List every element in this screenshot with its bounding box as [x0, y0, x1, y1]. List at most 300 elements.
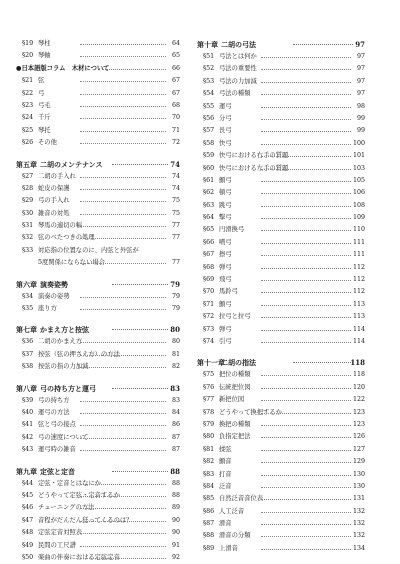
toc-entry [16, 125, 180, 137]
toc-entry [16, 63, 180, 75]
toc-entry [197, 212, 365, 224]
section-number: §77 [203, 396, 215, 404]
chapter-title: 定弦と定音 [40, 466, 75, 476]
toc-entry [16, 552, 180, 564]
section-title: 弾弓 [219, 325, 232, 333]
section-title: 顫音 [219, 458, 232, 466]
section-title: 快弓における左手の質題 [219, 164, 289, 172]
dot-leader [80, 238, 166, 239]
section-title: 擦弓 [219, 251, 232, 259]
section-title: 弓法の種類 [219, 90, 251, 98]
page-number: 127 [352, 445, 365, 453]
dot-leader [261, 499, 351, 500]
section-title: チューニングの方法 [38, 504, 95, 512]
section-number: §20 [22, 52, 34, 60]
toc-entry [16, 336, 180, 348]
toc-entry [16, 349, 180, 361]
section-title: 千斤 [38, 114, 51, 122]
page-number: 130 [352, 470, 365, 478]
section-title: 按弦（弦の押さえ方）の方法 [38, 350, 120, 358]
dot-leader [80, 450, 166, 451]
page-number: 70 [171, 114, 180, 122]
section-title: 弓の持ち方 [38, 396, 70, 404]
dot-leader [80, 177, 166, 178]
section-title: 顫弓 [219, 300, 232, 308]
toc-entry [197, 237, 365, 249]
toc-entry [197, 125, 365, 137]
dot-leader [261, 487, 351, 488]
page-number: 112 [352, 263, 365, 271]
dot-leader [261, 169, 351, 170]
section-title: 弓の手入れ [38, 197, 70, 205]
section-number: §87 [203, 520, 215, 528]
section-number: §68 [203, 263, 215, 271]
dot-leader [261, 119, 351, 120]
dot-leader [80, 508, 166, 509]
section-number: §32 [22, 234, 34, 242]
toc-chapter-heading [197, 38, 365, 51]
section-title: 撃弓 [219, 214, 232, 222]
page-number: 92 [171, 553, 180, 561]
dot-leader [261, 131, 351, 132]
page-number: 132 [352, 532, 365, 540]
section-title: 換把の種類 [219, 420, 251, 428]
section-number: §71 [203, 300, 215, 308]
toc-entry [16, 112, 180, 124]
section-title: 弾弓 [219, 263, 232, 271]
section-title: どうやって換把するか [219, 408, 282, 416]
toc-entry [197, 324, 365, 336]
toc-entry [197, 187, 365, 199]
page-number: 123 [352, 408, 365, 416]
page-number: 68 [171, 101, 180, 109]
dot-leader [80, 56, 166, 57]
page-number: 83 [170, 383, 180, 393]
section-number: §28 [22, 184, 34, 192]
section-title: 琴柱 [38, 40, 51, 47]
section-title: 弓毛 [38, 101, 51, 109]
toc-entry [197, 456, 365, 468]
section-title: 弓の速度について [38, 433, 89, 441]
chapter-title: 演奏姿勢 [40, 279, 68, 289]
section-number: §66 [203, 238, 215, 246]
page-number: 103 [352, 164, 365, 172]
section-title: 打音 [219, 470, 232, 478]
dot-leader [261, 193, 351, 194]
section-title: 噴弓 [219, 238, 232, 246]
page-number: 67 [171, 77, 180, 85]
dot-leader [261, 536, 351, 537]
section-number: §84 [203, 482, 215, 490]
dot-leader [261, 342, 351, 343]
toc-entry [197, 518, 365, 530]
chapter-title: 弓の持ち方と運弓 [40, 383, 96, 393]
page-number: 118 [352, 371, 365, 379]
toc-entry [16, 208, 180, 220]
section-number: §48 [22, 529, 34, 537]
section-number: §88 [203, 532, 215, 540]
section-number: §45 [22, 491, 34, 499]
section-title: 上滑音 [219, 544, 238, 552]
dot-leader [261, 206, 351, 207]
section-title: 弦のべたつきの処理 [38, 234, 95, 242]
section-number: §42 [22, 433, 34, 441]
section-number: §44 [22, 479, 34, 487]
page-number: 81 [171, 350, 180, 358]
toc-entry [16, 171, 180, 183]
dot-leader [80, 143, 166, 144]
page-number: 122 [352, 396, 365, 404]
toc-entry [16, 540, 180, 552]
toc-entry [16, 502, 180, 514]
toc-entry [16, 100, 180, 112]
dot-leader [80, 297, 166, 298]
section-number: §40 [22, 408, 34, 416]
section-title: 楽曲の伴奏における定弦定音 [38, 553, 120, 561]
page-number: 110 [352, 226, 365, 234]
dot-leader [80, 401, 166, 402]
section-number: §52 [203, 65, 215, 73]
section-number: §26 [22, 139, 34, 147]
section-number: §59 [203, 152, 215, 160]
section-number: §43 [22, 446, 34, 454]
toc-entry [197, 63, 365, 75]
page-number: 72 [171, 139, 180, 147]
chapter-number: 第八章 [16, 383, 37, 393]
toc-entry [197, 469, 365, 481]
toc-entry [197, 543, 365, 555]
dot-leader [80, 558, 166, 559]
section-number: §67 [203, 251, 215, 259]
section-title: 分弓 [219, 114, 232, 122]
section-title: 滑音 [219, 520, 232, 528]
chapter-number: 第六章 [16, 279, 37, 289]
toc-entry [16, 257, 180, 269]
dot-leader [261, 94, 351, 95]
dot-leader [80, 94, 166, 95]
page-number: 99 [356, 127, 365, 135]
section-title: その他 [38, 139, 57, 147]
toc-chapter-heading [16, 323, 180, 336]
section-number: §58 [203, 139, 215, 147]
section-number: §36 [22, 338, 34, 346]
section-title: 人工泛音 [219, 507, 245, 515]
page-number: 97 [355, 40, 365, 49]
dot-leader [112, 284, 168, 285]
page-number: 84 [171, 408, 180, 416]
section-number: §69 [203, 276, 215, 284]
dot-leader [261, 512, 351, 513]
toc-entry [197, 101, 365, 113]
page-number: 129 [352, 458, 365, 466]
dot-leader [80, 189, 166, 190]
section-title: 飛弓 [219, 276, 232, 284]
dot-leader [261, 230, 351, 231]
dot-leader [261, 425, 351, 426]
toc-entry [16, 88, 180, 100]
section-number: §53 [203, 77, 215, 85]
section-title: 長弓 [219, 127, 232, 135]
dot-leader [261, 400, 351, 401]
page-number: 99 [356, 114, 365, 122]
page-number: 88 [170, 466, 180, 476]
section-title: 弓 [38, 89, 45, 97]
section-title: 新把位図 [219, 396, 245, 404]
section-title: 定弦定音対照表 [38, 529, 83, 537]
section-title: 定弦・定音とはなにか [38, 479, 101, 487]
dot-leader [112, 388, 168, 389]
dot-leader [80, 438, 166, 439]
toc-entry [197, 175, 365, 187]
toc-entry [197, 311, 365, 323]
page-number: 101 [352, 152, 365, 160]
section-number: §78 [203, 408, 215, 416]
section-number: §73 [203, 325, 215, 333]
dot-leader [80, 131, 166, 132]
section-number: §49 [22, 541, 34, 549]
dot-leader [80, 201, 166, 202]
section-title: 雑音の対処 [38, 209, 70, 217]
section-title: 負指定把法 [219, 433, 251, 441]
section-number: §62 [203, 189, 215, 197]
page-number: 114 [352, 337, 365, 345]
section-title: 円滑換弓 [219, 226, 245, 234]
section-title: 頓弓 [219, 189, 232, 197]
page-number: 123 [352, 420, 365, 428]
page-number: 130 [352, 482, 365, 490]
section-number: §65 [203, 226, 215, 234]
toc-entry [16, 444, 180, 456]
section-title: 民間の工尺譜 [38, 541, 76, 549]
toc-entry [197, 88, 365, 100]
page-number: 108 [352, 201, 365, 209]
page-number: 90 [171, 529, 180, 537]
page-number: 66 [171, 64, 180, 72]
dot-leader [261, 475, 351, 476]
toc-entry [16, 38, 180, 50]
section-number: §33 [22, 246, 34, 254]
dot-leader [80, 413, 166, 414]
toc-entry [16, 407, 180, 419]
dot-leader [112, 164, 168, 165]
page-number: 88 [171, 491, 180, 499]
dot-leader [261, 437, 351, 438]
section-title: 快弓 [219, 139, 232, 147]
dot-leader [261, 375, 351, 376]
dot-leader [261, 255, 351, 256]
dot-leader [261, 413, 351, 414]
section-title: 演奏の姿勢 [38, 292, 70, 300]
page-number: 90 [171, 516, 180, 524]
toc-entry [16, 245, 180, 257]
toc-entry [197, 382, 365, 394]
toc-entry [16, 232, 180, 244]
toc-entry [16, 490, 180, 502]
dot-leader [261, 388, 351, 389]
section-title: 運弓の方法 [38, 408, 70, 416]
dot-leader [112, 329, 168, 330]
dot-leader [261, 330, 351, 331]
dot-leader [80, 44, 166, 45]
page-number: 113 [352, 313, 365, 321]
page-number: 79 [171, 292, 180, 300]
toc-entry [197, 336, 365, 348]
section-title: 滑音の分類 [219, 532, 251, 540]
section-number: §41 [22, 421, 34, 429]
page-number: 79 [170, 279, 180, 289]
dot-leader [261, 156, 351, 157]
section-number: §29 [22, 197, 34, 205]
toc-right-column [197, 38, 365, 555]
section-number: §34 [22, 292, 34, 300]
section-title: 琴馬の適切の幅 [38, 222, 83, 230]
section-number: §72 [203, 313, 215, 321]
page-number: 87 [171, 446, 180, 454]
section-number: §63 [203, 201, 215, 209]
chapter-number: 第十章 [197, 40, 218, 49]
page-number: 64 [171, 40, 180, 47]
section-title: 揉弦 [219, 445, 232, 453]
section-title: 琴托 [38, 126, 51, 134]
toc-entry [197, 493, 365, 505]
dot-leader [293, 362, 353, 363]
page-number: 89 [171, 504, 180, 512]
page-number: 106 [352, 189, 365, 197]
section-number: §25 [22, 126, 34, 134]
section-number: §23 [22, 101, 34, 109]
dot-leader [293, 44, 353, 45]
page-number: 74 [171, 172, 180, 180]
section-title: 弓法とは何か [219, 53, 257, 60]
page-number: 86 [171, 421, 180, 429]
section-number: §27 [22, 172, 34, 180]
section-number: §74 [203, 337, 215, 345]
section-number: §50 [22, 553, 34, 561]
toc-entry [16, 220, 180, 232]
section-title: 弓法の力加減 [219, 77, 257, 85]
section-title: 引弓 [219, 337, 232, 345]
toc-entry [16, 478, 180, 490]
page-number: 118 [350, 358, 365, 368]
page-number: 75 [171, 209, 180, 217]
page-number: 77 [171, 222, 180, 230]
page-number: 131 [352, 495, 365, 503]
section-number: §56 [203, 114, 215, 122]
page-number: 111 [352, 238, 365, 246]
toc-entry [197, 262, 365, 274]
chapter-number: 第七章 [16, 325, 37, 335]
dot-leader [102, 69, 166, 70]
section-title: 弦と弓の接点 [38, 421, 76, 429]
toc-entry [197, 138, 365, 150]
section-number: §35 [22, 305, 34, 313]
dot-leader [261, 268, 351, 269]
section-number: §61 [203, 176, 215, 184]
dot-leader [261, 57, 351, 58]
page-number: 97 [356, 90, 365, 98]
toc-entry [16, 183, 180, 195]
chapter-title: かまえ方と按弦 [40, 325, 89, 335]
dot-leader [80, 367, 166, 368]
section-number: §80 [203, 433, 215, 441]
toc-entry [197, 299, 365, 311]
page-number: 132 [352, 507, 365, 515]
toc-entry [197, 394, 365, 406]
section-number: §79 [203, 420, 215, 428]
section-number: §57 [203, 127, 215, 135]
dot-leader [261, 450, 351, 451]
section-number: §21 [22, 77, 34, 85]
section-title: 自然泛音音位表 [219, 495, 264, 503]
toc-chapter-heading [16, 382, 180, 395]
dot-leader [112, 471, 168, 472]
page-number: 75 [171, 197, 180, 205]
page-number: 132 [352, 520, 365, 528]
section-title: 伝統把位図 [219, 383, 251, 391]
section-title: 拉弓と拉弓 [219, 313, 251, 321]
toc-entry [16, 515, 180, 527]
section-title: 蛇皮の保護 [38, 184, 70, 192]
section-title: 5度関係にならない場合 [38, 259, 105, 267]
section-number: §19 [22, 40, 34, 47]
page-number: 98 [356, 102, 365, 110]
section-number: §55 [203, 102, 215, 110]
section-number: §70 [203, 288, 215, 296]
toc-entry [197, 76, 365, 88]
toc-entry [197, 286, 365, 298]
section-title: 二胡のかまえ方 [38, 338, 83, 346]
toc-entry [197, 431, 365, 443]
chapter-number: 第九章 [16, 466, 37, 476]
chapter-title: 二胡の弓法 [221, 40, 256, 49]
dot-leader [80, 342, 166, 343]
chapter-title: 二胡の指法 [221, 358, 256, 368]
toc-entry [197, 506, 365, 518]
dot-leader [80, 546, 166, 547]
dot-leader [261, 243, 351, 244]
dot-leader [80, 309, 166, 310]
toc-entry [16, 195, 180, 207]
toc-entry [197, 407, 365, 419]
toc-entry [16, 291, 180, 303]
toc-entry [16, 527, 180, 539]
page-number: 97 [356, 53, 365, 60]
page-number: 65 [171, 52, 180, 60]
dot-leader [261, 218, 351, 219]
page-number: 74 [170, 159, 180, 169]
dot-leader [80, 484, 166, 485]
section-number: §75 [203, 371, 215, 379]
dot-leader [261, 107, 351, 108]
chapter-number: 第五章 [16, 159, 37, 169]
toc-entry [197, 224, 365, 236]
dot-leader [80, 496, 166, 497]
toc-entry [197, 274, 365, 286]
section-number: §81 [203, 445, 215, 453]
page-number: 77 [171, 259, 180, 267]
dot-leader [80, 81, 166, 82]
toc-entry [16, 137, 180, 149]
page-number: 134 [352, 544, 365, 552]
dot-leader [261, 181, 351, 182]
section-title: 対応指の位置なのに、内弦と外弦が [38, 246, 139, 254]
page-number: 97 [356, 77, 365, 85]
page-number: 120 [352, 383, 365, 391]
section-number: §83 [203, 470, 215, 478]
dot-leader [80, 425, 166, 426]
page-number: 105 [352, 176, 365, 184]
dot-leader [261, 144, 351, 145]
